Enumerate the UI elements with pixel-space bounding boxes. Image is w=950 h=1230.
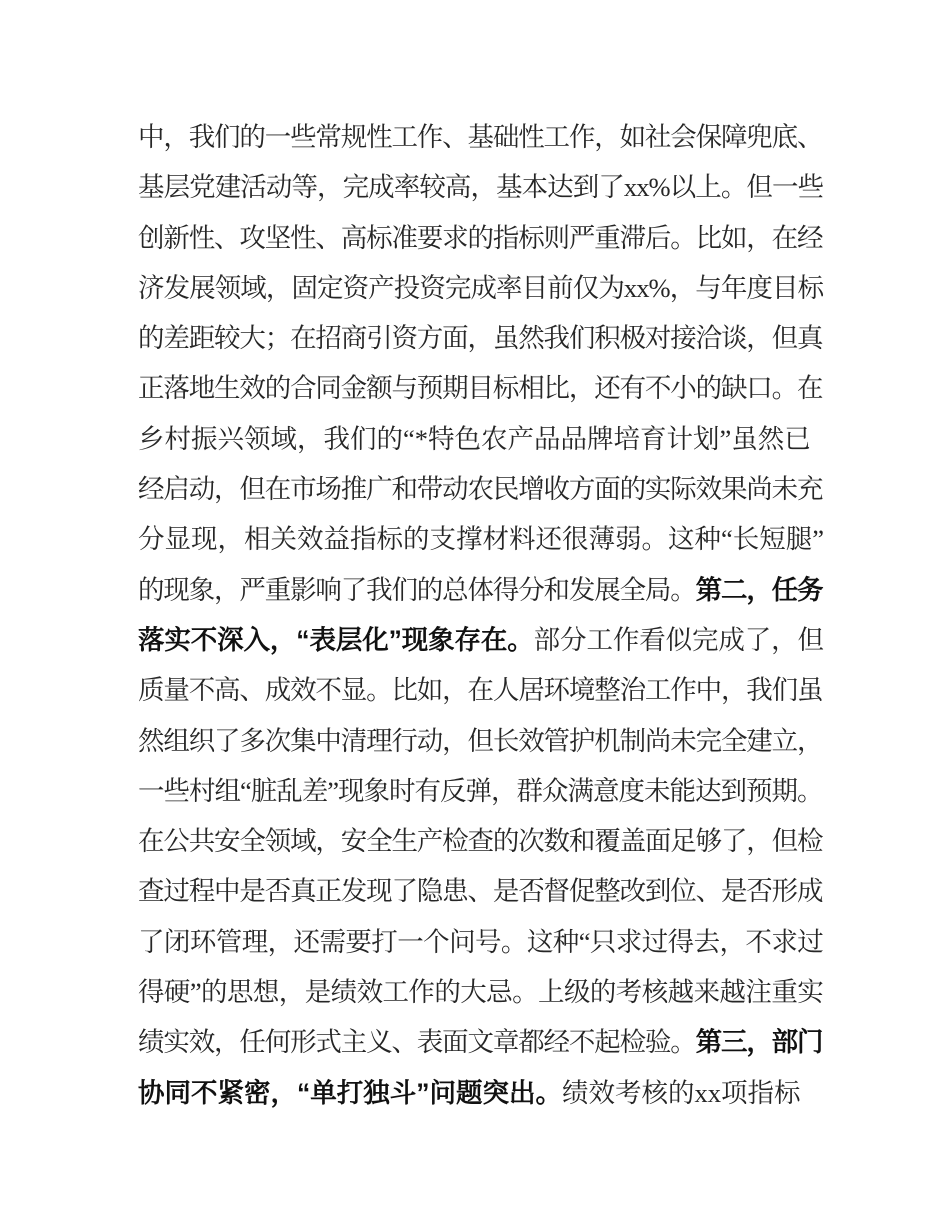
document-line	[138, 162, 824, 212]
body-text-run: 正落地生效的合同金额与预期目标相比，还有不小的缺口。在	[138, 373, 823, 404]
bold-heading-run: 协同不紧密，“单打独斗”问题突出。	[138, 1077, 562, 1108]
document-line	[138, 313, 824, 363]
body-text-run: 了闭环管理，还需要打一个问号。这种“只求过得去，不求过	[138, 926, 824, 957]
body-text-run: 然组织了多次集中清理行动，但长效管护机制尚未完全建立，	[138, 725, 823, 756]
document-line	[138, 615, 824, 665]
body-text-run: 绩效考核的xx项指标	[562, 1077, 801, 1108]
document-line	[138, 816, 824, 866]
body-text-run: 创新性、攻坚性、高标准要求的指标则严重滞后。比如，在经	[138, 222, 823, 253]
document-line	[138, 213, 824, 263]
bold-heading-run: 第二，任务	[695, 574, 823, 605]
body-text-run: 经启动，但在市场推广和带动农民增收方面的实际效果尚未充	[138, 474, 823, 505]
body-text-run: 的差距较大；在招商引资方面，虽然我们积极对接洽谈，但真	[138, 323, 823, 354]
body-text-run: 得硬”的思想，是绩效工作的大忌。上级的考核越来越注重实	[138, 977, 824, 1008]
document-line	[138, 112, 824, 162]
document-line	[138, 917, 824, 967]
body-text-run: 在公共安全领域，安全生产检查的次数和覆盖面足够了，但检	[138, 826, 823, 857]
body-text-run: 中，我们的一些常规性工作、基础性工作，如社会保障兜底、	[138, 122, 823, 152]
document-line	[138, 1017, 824, 1067]
document-line	[138, 363, 824, 413]
bold-heading-run: 第三，部门	[695, 1027, 823, 1058]
document-line	[138, 263, 824, 313]
document-line	[138, 1068, 824, 1118]
document-line	[138, 414, 824, 464]
document-line	[138, 716, 824, 766]
document-line	[138, 665, 824, 715]
document-text-block	[138, 112, 824, 1118]
document-line	[138, 866, 824, 916]
document-line	[138, 967, 824, 1017]
body-text-run: 查过程中是否真正发现了隐患、是否督促整改到位、是否形成	[138, 876, 823, 907]
document-line	[138, 514, 824, 564]
body-text-run: 济发展领域，固定资产投资完成率目前仅为xx%，与年度目标	[138, 272, 824, 303]
body-text-run: 质量不高、成效不显。比如，在人居环境整治工作中，我们虽	[138, 675, 823, 706]
body-text-run: 绩实效，任何形式主义、表面文章都经不起检验。	[138, 1027, 696, 1058]
document-line	[138, 565, 824, 615]
document-line	[138, 766, 824, 816]
body-text-run: 分显现，相关效益指标的支撑材料还很薄弱。这种“长短腿”	[138, 524, 825, 555]
body-text-run: 乡村振兴领域，我们的“*特色农产品品牌培育计划”虽然已	[138, 423, 811, 454]
document-line	[138, 464, 824, 514]
body-text-run: 基层党建活动等，完成率较高，基本达到了xx%以上。但一些	[138, 172, 824, 203]
body-text-run: 一些村组“脏乱差”现象时有反弹，群众满意度未能达到预期。	[138, 775, 823, 806]
bold-heading-run: 落实不深入，“表层化”现象存在。	[138, 624, 534, 655]
body-text-run: 的现象，严重影响了我们的总体得分和发展全局。	[138, 574, 696, 605]
body-text-run: 部分工作看似完成了，但	[533, 624, 824, 655]
